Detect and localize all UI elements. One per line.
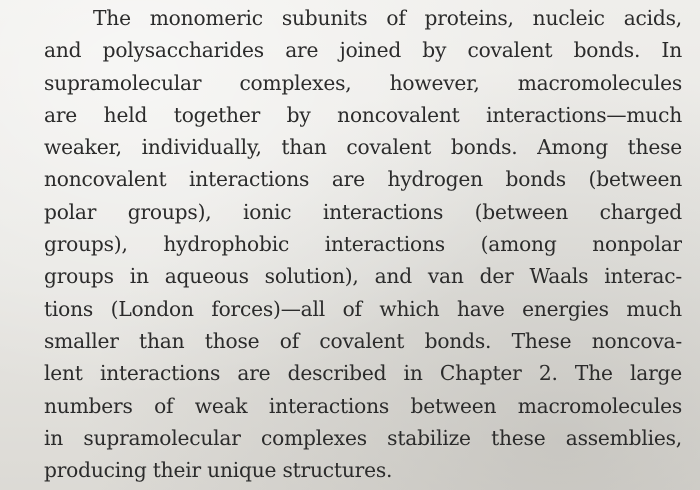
text-line-3: supramolecular complexes, however, macromolecules xyxy=(44,70,682,95)
text-line-12: lent interactions are described in Chapter 2. The large xyxy=(44,361,682,386)
text-line-15: producing their unique structures. xyxy=(44,458,393,483)
text-line-2: and polysaccharides are joined by covalent bonds. In xyxy=(44,38,682,63)
text-line-11: smaller than those of covalent bonds. These noncova- xyxy=(44,328,682,353)
text-line-8: groups), hydrophobic interactions (among nonpolar xyxy=(44,232,682,257)
text-line-10: tions (London forces)—all of which have energies much xyxy=(44,296,682,321)
text-line-7: polar groups), ionic interactions (between charged xyxy=(44,199,682,224)
text-line-4: are held together by noncovalent interactions—much xyxy=(44,102,682,127)
text-line-13: numbers of weak interactions between macromolecules xyxy=(44,393,682,418)
body-paragraph xyxy=(44,2,682,486)
text-line-1: The monomeric subunits of proteins, nucleic acids, xyxy=(93,6,682,30)
text-line-5: weaker, individually, than covalent bonds. Among these xyxy=(44,135,682,160)
text-line-9: groups in aqueous solution), and van der Waals interac- xyxy=(44,264,682,289)
text-line-6: noncovalent interactions are hydrogen bonds (between xyxy=(44,167,682,192)
text-line-14: in supramolecular complexes stabilize these assemblies, xyxy=(44,425,682,450)
